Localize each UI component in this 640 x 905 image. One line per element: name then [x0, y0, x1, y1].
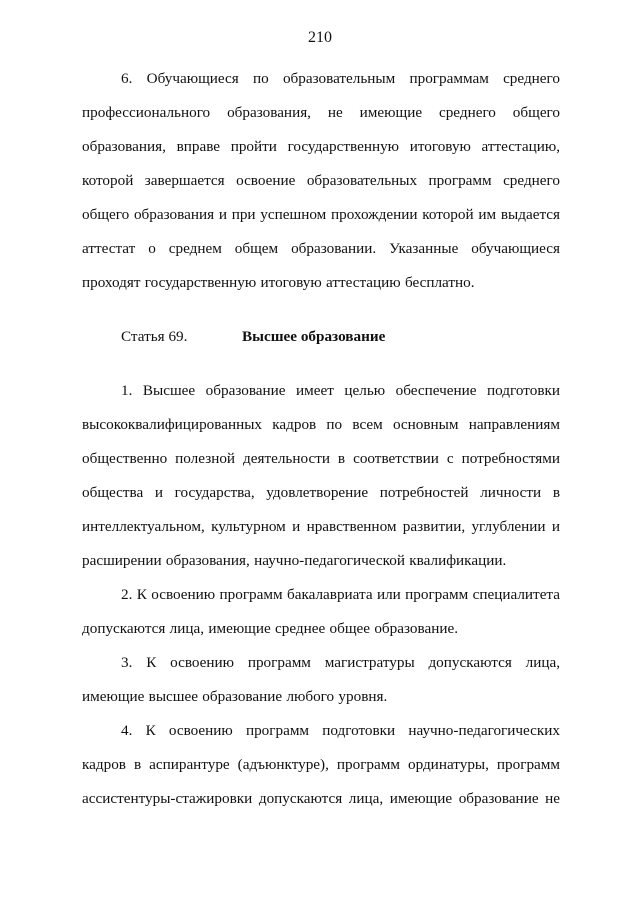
article-number: Статья 69.	[121, 328, 188, 345]
article-heading	[82, 320, 560, 354]
paragraph-4: 4. К освоению программ подготовки научно-педагогических кадров в аспирантуре (адъюнктуре), программ ординатуры, программ ассистентуры-стажировки допускаются лица, имеющие образование не	[82, 722, 560, 807]
paragraph-6: 6. Обучающиеся по образовательным программам среднего профессионального образования, не имеющие среднего общего образования, вправе пройти государственную итоговую аттестацию, которой завершается освоение образовательных программ среднего общего образования и при успешном прохождении которой им выдается аттестат о среднем общем образовании. Указанные обучающиеся проходят государственную итоговую аттестацию бесплатно.	[82, 70, 560, 291]
article-title: Высшее образование	[242, 328, 386, 345]
document-body	[82, 62, 560, 816]
paragraph-1: 1. Высшее образование имеет целью обеспечение подготовки высококвалифицированных кадров по всем основным направлениям общественно полезной деятельности в соответствии с потребностями общества и государства, удовлетворение потребностей личности в интеллектуальном, культурном и нравственном развитии, углублении и расширении образования, научно-педагогической квалификации.	[82, 382, 560, 569]
paragraph-3: 3. К освоению программ магистратуры допускаются лица, имеющие высшее образование любого уровня.	[82, 654, 560, 705]
page-number: 210	[308, 29, 332, 46]
paragraph-2: 2. К освоению программ бакалавриата или программ специалитета допускаются лица, имеющие среднее общее образование.	[82, 586, 560, 637]
